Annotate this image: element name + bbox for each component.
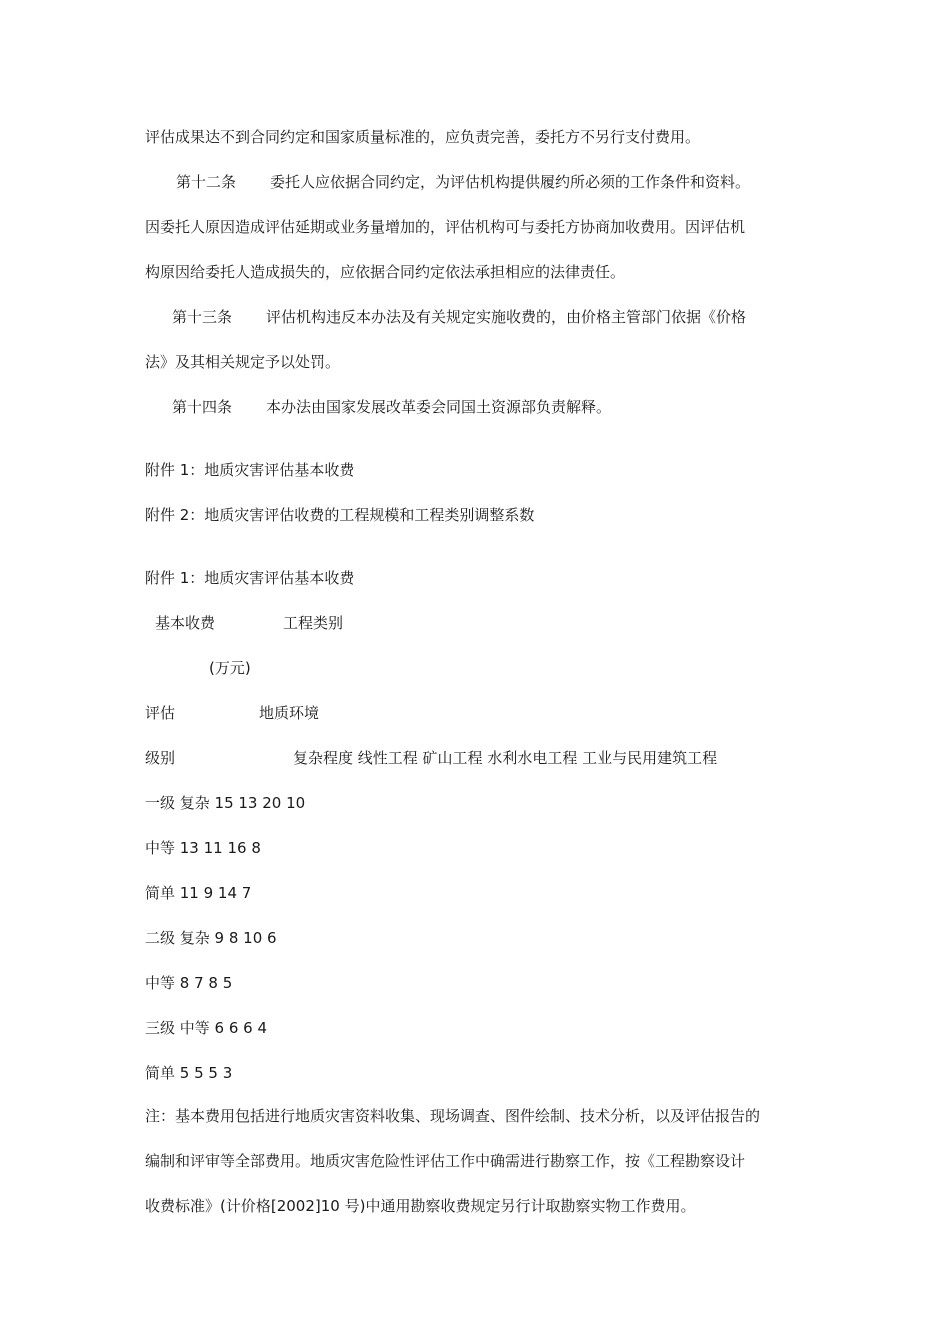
attachment-1-link: 附件 1：地质灾害评估基本收费 — [145, 461, 355, 479]
article-13-line-1 — [172, 306, 746, 328]
table-header-row-1 — [155, 612, 343, 634]
note-line-1: 注：基本费用包括进行地质灾害资料收集、现场调查、图件绘制、技术分析，以及评估报告的 — [145, 1107, 761, 1125]
table-row: 中等 13 11 16 8 — [145, 839, 261, 857]
article-13-text-1: 评估机构违反本办法及有关规定实施收费的，由价格主管部门依据《价格 — [266, 308, 747, 326]
header-type: 工程类别 — [283, 614, 344, 632]
note-line-3: 收费标准》(计价格[2002]10 号)中通用勘察收费规定另行计取勘察实物工作费用。 — [145, 1197, 696, 1215]
paragraph-p1: 评估成果达不到合同约定和国家质量标准的，应负责完善，委托方不另行支付费用。 — [145, 128, 701, 146]
table-header-row-3 — [145, 702, 319, 724]
article-12-line-2: 因委托人原因造成评估延期或业务量增加的，评估机构可与委托方协商加收费用。因评估机 — [145, 218, 746, 236]
header-fee: 基本收费 — [155, 614, 216, 632]
header-level: 级别 — [145, 749, 176, 767]
table-row: 中等 8 7 8 5 — [145, 974, 233, 992]
table-row: 简单 5 5 5 3 — [145, 1064, 233, 1082]
header-columns: 复杂程度 线性工程 矿山工程 水利水电工程 工业与民用建筑工程 — [293, 749, 718, 767]
article-13-number: 第十三条 — [172, 308, 233, 326]
header-eval: 评估 — [145, 704, 176, 722]
table-row: 简单 11 9 14 7 — [145, 884, 252, 902]
table-row: 三级 中等 6 6 6 4 — [145, 1019, 268, 1037]
article-12-line-1 — [176, 171, 750, 193]
header-env: 地质环境 — [259, 704, 320, 722]
article-14-number: 第十四条 — [172, 398, 233, 416]
attachment-2-link: 附件 2：地质灾害评估收费的工程规模和工程类别调整系数 — [145, 506, 535, 524]
table-header-row-4 — [145, 747, 717, 769]
header-unit: (万元) — [209, 659, 251, 677]
article-12-text-1: 委托人应依据合同约定，为评估机构提供履约所必须的工作条件和资料。 — [270, 173, 751, 191]
table-row: 二级 复杂 9 8 10 6 — [145, 929, 277, 947]
article-14-text-1: 本办法由国家发展改革委会同国土资源部负责解释。 — [266, 398, 612, 416]
table-title: 附件 1：地质灾害评估基本收费 — [145, 569, 355, 587]
note-line-2: 编制和评审等全部费用。地质灾害危险性评估工作中确需进行勘察工作，按《工程勘察设计 — [145, 1152, 746, 1170]
article-13-line-2: 法》及其相关规定予以处罚。 — [145, 353, 341, 371]
table-row: 一级 复杂 15 13 20 10 — [145, 794, 306, 812]
article-12-number: 第十二条 — [176, 173, 237, 191]
article-14-line-1 — [172, 396, 611, 418]
article-12-line-3: 构原因给委托人造成损失的，应依据合同约定依法承担相应的法律责任。 — [145, 263, 626, 281]
